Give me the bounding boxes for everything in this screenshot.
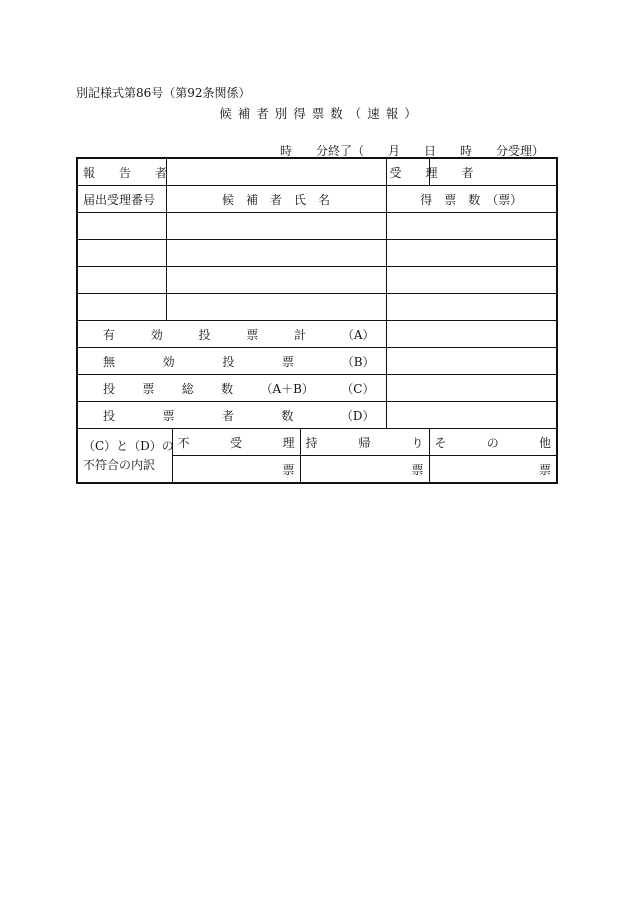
total-label-char: 有 xyxy=(103,327,116,342)
total-value-cell[interactable] xyxy=(386,402,557,429)
candidate-votes-cell[interactable] xyxy=(386,267,557,294)
breakdown-category-1 xyxy=(172,429,300,456)
candidate-name-cell[interactable] xyxy=(166,294,386,321)
form-number-label: 別記様式第86号（第92条関係） xyxy=(76,86,251,100)
candidate-row xyxy=(77,240,557,267)
breakdown-unit-2[interactable]: 票 xyxy=(300,456,429,484)
total-value-cell[interactable] xyxy=(386,321,557,348)
total-label xyxy=(77,321,386,348)
breakdown-category-char: 他 xyxy=(539,435,552,450)
total-label-char: 票 xyxy=(246,327,259,342)
candidate-name-cell[interactable] xyxy=(166,267,386,294)
total-code: （B） xyxy=(341,354,375,369)
total-label-char: 無 xyxy=(103,354,116,369)
breakdown-category-char: そ xyxy=(434,435,447,450)
total-row xyxy=(77,321,557,348)
total-code: （D） xyxy=(340,408,375,423)
total-label-char: 計 xyxy=(294,327,307,342)
candidate-name-cell[interactable] xyxy=(166,213,386,240)
candidate-row xyxy=(77,213,557,240)
total-label-char: （A＋B） xyxy=(260,381,314,396)
number-column-header: 届出受理番号 xyxy=(77,186,166,213)
total-rows xyxy=(77,321,557,429)
total-label xyxy=(77,375,386,402)
candidate-votes-cell[interactable] xyxy=(386,294,557,321)
total-label-char: 票 xyxy=(162,408,175,423)
breakdown-category-char: 受 xyxy=(229,435,242,450)
total-label-char: 投 xyxy=(103,408,116,423)
breakdown-label xyxy=(77,429,172,484)
breakdown-unit-1[interactable]: 票 xyxy=(172,456,300,484)
total-label-char: 数 xyxy=(281,408,294,423)
total-row xyxy=(77,348,557,375)
candidate-rows xyxy=(77,213,557,321)
vote-report-table xyxy=(76,157,558,484)
reporter-label xyxy=(77,158,166,186)
breakdown-row-1 xyxy=(77,429,557,456)
receiver-label: 受 理 者 xyxy=(386,158,429,186)
reporter-label-text: 報 告 者 xyxy=(83,165,168,180)
candidate-row xyxy=(77,267,557,294)
total-value-cell[interactable] xyxy=(386,348,557,375)
time-line: 時 分終了（ 月 日 時 分受理） xyxy=(280,144,545,158)
candidate-number-cell[interactable] xyxy=(77,294,166,321)
breakdown-category-char: り xyxy=(411,435,424,450)
total-row xyxy=(77,402,557,429)
total-label xyxy=(77,348,386,375)
reporter-field[interactable] xyxy=(166,158,386,186)
votes-column-header: 得 票 数 （票） xyxy=(386,186,557,213)
total-label-char: 投 xyxy=(103,381,116,396)
breakdown-category-char: 不 xyxy=(177,435,190,450)
breakdown-category-2 xyxy=(300,429,429,456)
total-value-cell[interactable] xyxy=(386,375,557,402)
candidate-row xyxy=(77,294,557,321)
candidate-number-cell[interactable] xyxy=(77,213,166,240)
column-header-row xyxy=(77,186,557,213)
candidate-votes-cell[interactable] xyxy=(386,240,557,267)
candidate-number-cell[interactable] xyxy=(77,240,166,267)
name-column-header: 候 補 者 氏 名 xyxy=(166,186,386,213)
breakdown-category-3 xyxy=(429,429,557,456)
total-label-char: 効 xyxy=(150,327,163,342)
breakdown-label-line1: （C）と（D）の xyxy=(83,438,174,453)
total-label-char: 総 xyxy=(181,381,194,396)
total-label-char: 投 xyxy=(222,354,235,369)
total-label-char: 効 xyxy=(162,354,175,369)
candidate-votes-cell[interactable] xyxy=(386,213,557,240)
total-code: （C） xyxy=(341,381,375,396)
candidate-number-cell[interactable] xyxy=(77,267,166,294)
breakdown-category-char: の xyxy=(486,435,499,450)
breakdown-label-line2: 不符合の内訳 xyxy=(83,457,156,472)
total-label-char: 票 xyxy=(142,381,155,396)
total-row xyxy=(77,375,557,402)
breakdown-category-char: 持 xyxy=(305,435,318,450)
total-label-char: 票 xyxy=(282,354,295,369)
total-label-char: 数 xyxy=(221,381,234,396)
breakdown-category-char: 理 xyxy=(282,435,295,450)
breakdown-unit-3[interactable]: 票 xyxy=(429,456,557,484)
breakdown-category-char: 帰 xyxy=(358,435,371,450)
total-label-char: 投 xyxy=(198,327,211,342)
total-label xyxy=(77,402,386,429)
report-row xyxy=(77,158,557,186)
total-label-char: 者 xyxy=(221,408,234,423)
candidate-name-cell[interactable] xyxy=(166,240,386,267)
page-title: 候補者別得票数（速報） xyxy=(219,106,423,121)
total-code: （A） xyxy=(341,327,375,342)
